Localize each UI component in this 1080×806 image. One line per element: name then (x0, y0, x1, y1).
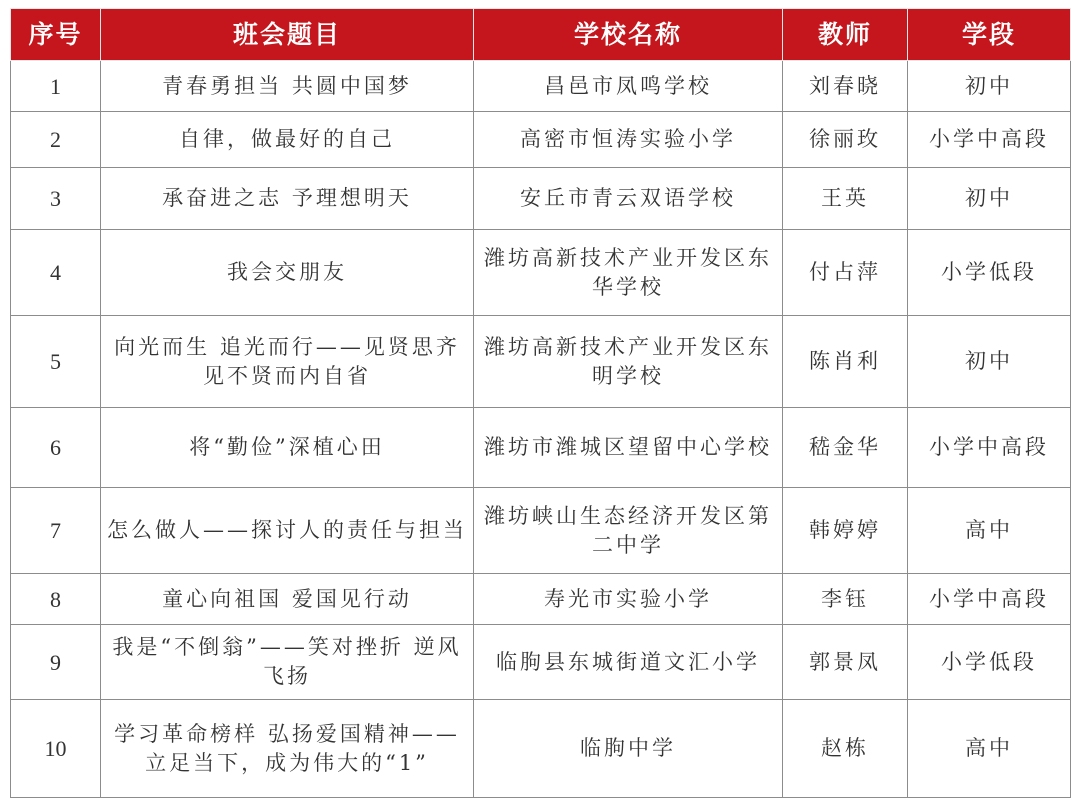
cell-teacher: 韩婷婷 (783, 488, 908, 574)
cell-stage: 小学中高段 (908, 408, 1071, 488)
table-row (11, 574, 1071, 625)
results-table-container (10, 8, 1071, 798)
cell-no: 6 (11, 408, 101, 488)
cell-no: 9 (11, 625, 101, 700)
cell-teacher: 付占萍 (783, 230, 908, 316)
cell-school: 临朐县东城街道文汇小学 (474, 625, 783, 700)
cell-no: 2 (11, 112, 101, 168)
cell-school: 安丘市青云双语学校 (474, 168, 783, 230)
header-topic: 班会题目 (101, 9, 474, 61)
cell-teacher: 赵栋 (783, 700, 908, 798)
table-row (11, 168, 1071, 230)
cell-no: 3 (11, 168, 101, 230)
cell-school: 寿光市实验小学 (474, 574, 783, 625)
cell-school: 高密市恒涛实验小学 (474, 112, 783, 168)
header-teacher: 教师 (783, 9, 908, 61)
cell-stage: 初中 (908, 316, 1071, 408)
table-row (11, 230, 1071, 316)
cell-topic: 怎么做人——探讨人的责任与担当 (101, 488, 474, 574)
cell-stage: 小学低段 (908, 230, 1071, 316)
cell-topic: 将“勤俭”深植心田 (101, 408, 474, 488)
cell-no: 7 (11, 488, 101, 574)
cell-school: 潍坊峡山生态经济开发区第二中学 (474, 488, 783, 574)
cell-school: 潍坊市潍城区望留中心学校 (474, 408, 783, 488)
cell-topic: 承奋进之志 予理想明天 (101, 168, 474, 230)
cell-no: 8 (11, 574, 101, 625)
cell-stage: 高中 (908, 700, 1071, 798)
header-no: 序号 (11, 9, 101, 61)
cell-stage: 小学中高段 (908, 112, 1071, 168)
cell-topic: 我是“不倒翁”——笑对挫折 逆风飞扬 (101, 625, 474, 700)
cell-topic: 我会交朋友 (101, 230, 474, 316)
cell-teacher: 郭景凤 (783, 625, 908, 700)
table-row (11, 316, 1071, 408)
table-row (11, 488, 1071, 574)
table-row (11, 61, 1071, 112)
cell-topic: 向光而生 追光而行——见贤思齐见不贤而内自省 (101, 316, 474, 408)
cell-stage: 初中 (908, 168, 1071, 230)
cell-topic: 自律，做最好的自己 (101, 112, 474, 168)
header-stage: 学段 (908, 9, 1071, 61)
cell-teacher: 王英 (783, 168, 908, 230)
cell-no: 10 (11, 700, 101, 798)
cell-teacher: 嵇金华 (783, 408, 908, 488)
cell-topic: 青春勇担当 共圆中国梦 (101, 61, 474, 112)
cell-teacher: 李钰 (783, 574, 908, 625)
cell-no: 1 (11, 61, 101, 112)
table-row (11, 625, 1071, 700)
cell-topic: 学习革命榜样 弘扬爱国精神——立足当下，成为伟大的“1” (101, 700, 474, 798)
cell-no: 4 (11, 230, 101, 316)
header-row (11, 9, 1071, 61)
table-row (11, 408, 1071, 488)
cell-school: 昌邑市凤鸣学校 (474, 61, 783, 112)
cell-school: 潍坊高新技术产业开发区东明学校 (474, 316, 783, 408)
cell-stage: 小学中高段 (908, 574, 1071, 625)
cell-stage: 高中 (908, 488, 1071, 574)
cell-stage: 小学低段 (908, 625, 1071, 700)
cell-stage: 初中 (908, 61, 1071, 112)
cell-school: 潍坊高新技术产业开发区东华学校 (474, 230, 783, 316)
cell-no: 5 (11, 316, 101, 408)
class-meeting-table (10, 8, 1071, 798)
cell-school: 临朐中学 (474, 700, 783, 798)
cell-teacher: 刘春晓 (783, 61, 908, 112)
cell-teacher: 徐丽玫 (783, 112, 908, 168)
header-school: 学校名称 (474, 9, 783, 61)
cell-teacher: 陈肖利 (783, 316, 908, 408)
table-row (11, 112, 1071, 168)
cell-topic: 童心向祖国 爱国见行动 (101, 574, 474, 625)
table-row (11, 700, 1071, 798)
